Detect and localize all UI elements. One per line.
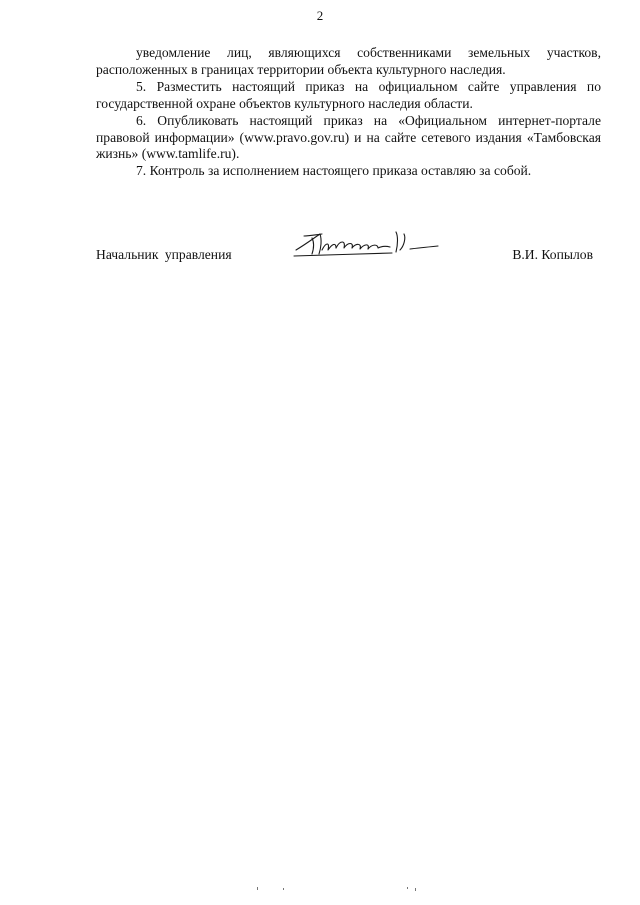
document-body: [96, 45, 601, 180]
page-number: 2: [316, 8, 324, 23]
paragraph-item-6: 6. Опубликовать настоящий приказ на «Официальном интернет-портале правовой информации» (www.pravo.gov.ru) и на сайте сетевого издания «Тамбовская жизнь» (www.tamlife.ru).: [96, 112, 601, 162]
paragraph-item-5: 5. Разместить настоящий приказ на официальном сайте управления по государственной охране объектов культурного наследия области.: [96, 78, 601, 111]
signatory-title: Начальник управления: [96, 247, 232, 262]
handwritten-signature-icon: [292, 226, 442, 268]
paragraph-item-7: 7. Контроль за исполнением настоящего приказа оставляю за собой.: [136, 163, 532, 179]
signatory-name: В.И. Копылов: [512, 247, 593, 262]
scan-artifact-marks: [255, 886, 425, 892]
paragraph-continuation: уведомление лиц, являющихся собственниками земельных участков, расположенных в границах территории объекта культурного наследия.: [96, 45, 601, 77]
